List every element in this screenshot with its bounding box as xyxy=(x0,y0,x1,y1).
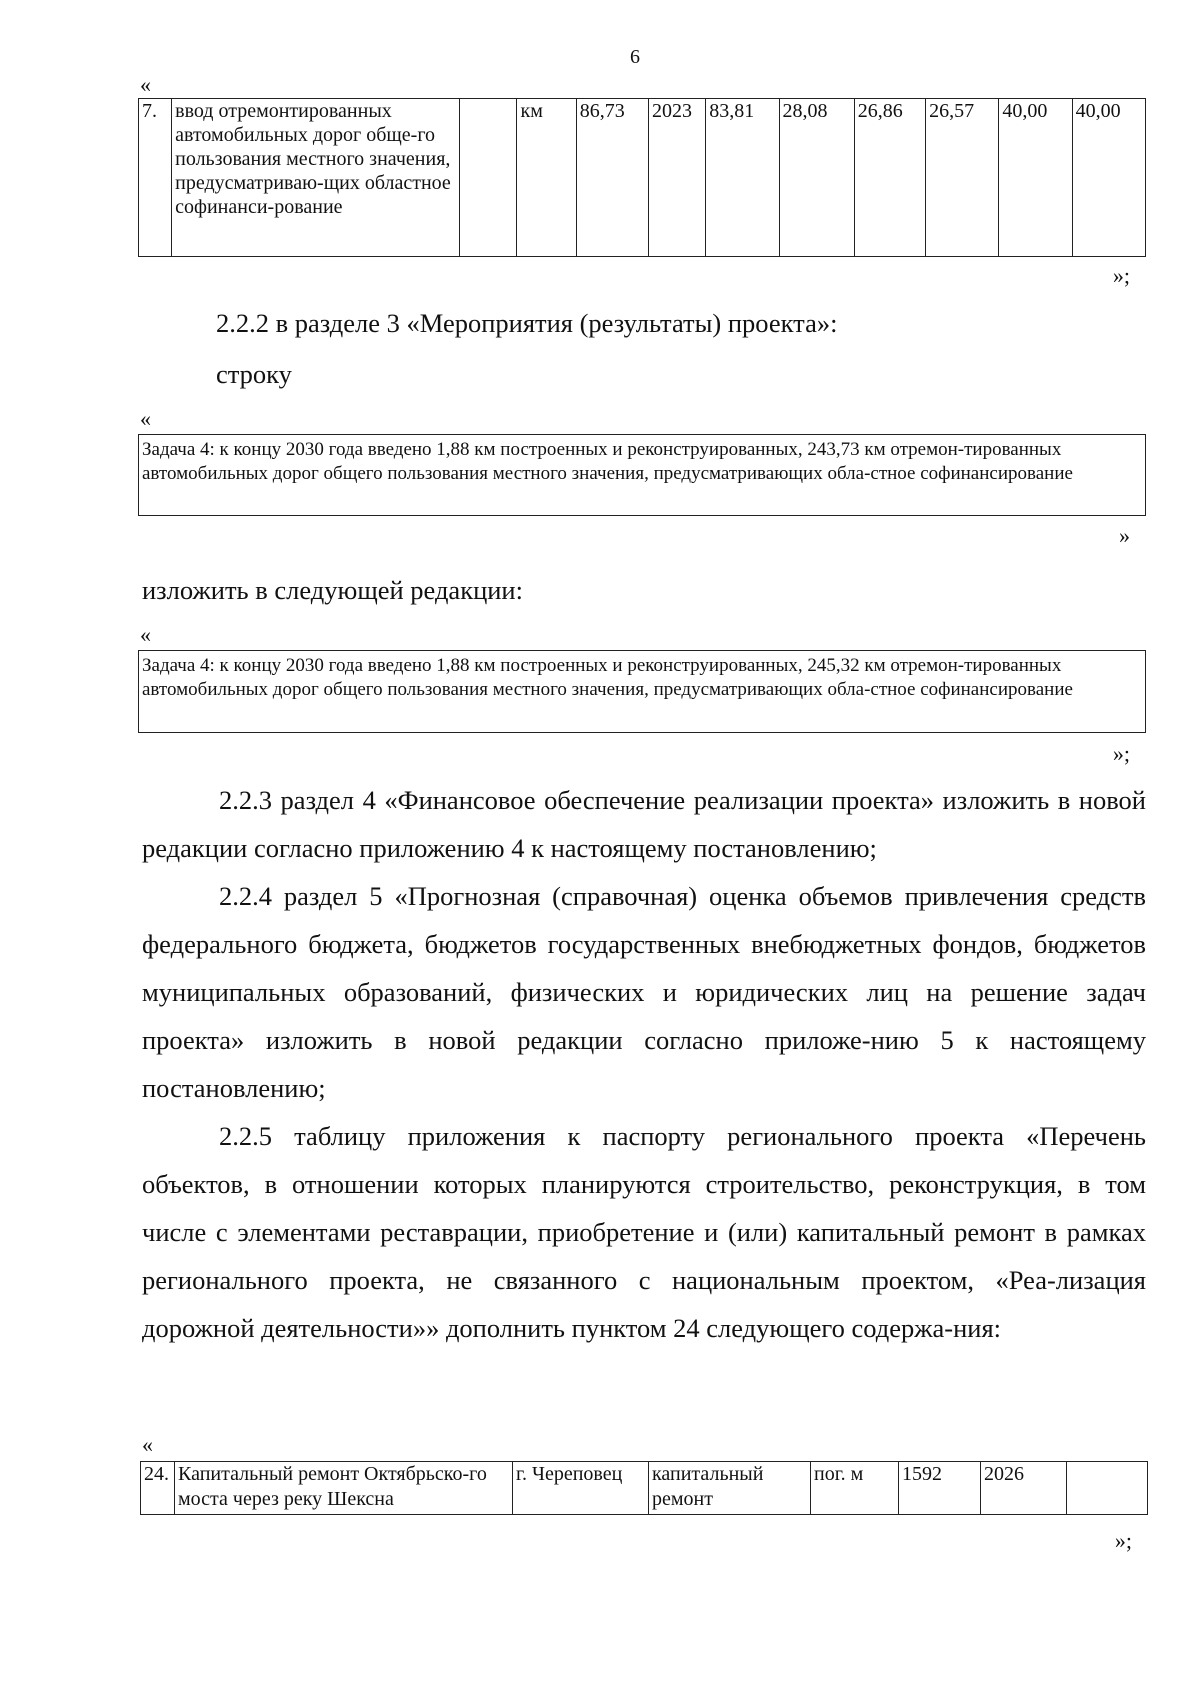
row-number: 7. xyxy=(139,99,172,257)
value-cell: 40,00 xyxy=(1072,99,1145,257)
empty-cell xyxy=(1067,1462,1148,1515)
length-cell: 1592 xyxy=(899,1462,981,1515)
quote-open-new: « xyxy=(140,622,151,647)
table-row xyxy=(139,99,1146,257)
value-cell: 28,08 xyxy=(779,99,854,257)
paragraph-2-2-4: 2.2.4 раздел 5 «Прогнозная (справочная) оценка объемов привлечения средств федерального бюджета, бюджетов государственных внебюджетных фондов, бюджетов муниципальных образований, физических и юридических лиц на решение задач проекта» изложить в новой редакции согласно приложе-нию 5 к настоящему постановлению; xyxy=(142,881,1146,1103)
value-cell: 40,00 xyxy=(999,99,1072,257)
table-row xyxy=(141,1462,1148,1515)
indicator-table xyxy=(138,98,1146,257)
paragraph-stroku: строку xyxy=(216,359,292,389)
empty-cell xyxy=(460,99,517,257)
work-type-cell: капитальный ремонт xyxy=(649,1462,811,1515)
paragraphs-block xyxy=(142,776,1146,1352)
unit-cell: км xyxy=(517,99,576,257)
quote-open-table1: « xyxy=(140,72,151,97)
quote-close-table1: »; xyxy=(1112,263,1130,288)
value-cell: 26,57 xyxy=(926,99,999,257)
quote-open-old: « xyxy=(140,406,151,431)
paragraph-2-2-5: 2.2.5 таблицу приложения к паспорту регионального проекта «Перечень объектов, в отношении которых планируются строительство, реконструкция, в том числе с элементами реставрации, приобретение и (или) капитальный ремонт в рамках регионального проекта, не связанного с национальным проектом, «Реа-лизация дорожной деятельности»» дополнить пунктом 24 следующего содержа-ния: xyxy=(142,1121,1146,1343)
value-cell: 83,81 xyxy=(706,99,779,257)
value-cell: 86,73 xyxy=(576,99,648,257)
page-number: 6 xyxy=(630,46,640,68)
object-name: Капитальный ремонт Октябрьско-го моста через реку Шексна xyxy=(175,1462,513,1515)
quote-close-new: »; xyxy=(1112,741,1130,766)
quote-open-table2: « xyxy=(142,1432,153,1457)
city-cell: г. Череповец xyxy=(513,1462,649,1515)
value-cell: 26,86 xyxy=(854,99,925,257)
row-number: 24. xyxy=(141,1462,175,1515)
indicator-name: ввод отремонтированных автомобильных дорог обще-го пользования местного значения, предусматриваю-щих областное софинанси-рование xyxy=(172,99,460,257)
objects-table xyxy=(140,1461,1148,1515)
paragraph-2-2-2: 2.2.2 в разделе 3 «Мероприятия (результаты) проекта»: xyxy=(216,308,838,338)
quote-close-table2: »; xyxy=(1114,1528,1132,1553)
unit-cell: пог. м xyxy=(811,1462,899,1515)
value-cell: 2023 xyxy=(649,99,706,257)
paragraph-izlozhit: изложить в следующей редакции: xyxy=(142,575,523,605)
year-cell: 2026 xyxy=(981,1462,1067,1515)
quote-close-old: » xyxy=(1119,523,1130,548)
task-box-new: Задача 4: к концу 2030 года введено 1,88 км построенных и реконструированных, 245,32 км отремон-тированных автомобильных дорог общего пользования местного значения, предусматривающих обла-стное софинансирование xyxy=(138,650,1146,733)
paragraph-2-2-3: 2.2.3 раздел 4 «Финансовое обеспечение реализации проекта» изложить в новой редакции согласно приложению 4 к настоящему постановлению; xyxy=(142,785,1146,863)
task-box-old: Задача 4: к концу 2030 года введено 1,88 км построенных и реконструированных, 243,73 км отремон-тированных автомобильных дорог общего пользования местного значения, предусматривающих обла-стное софинансирование xyxy=(138,434,1146,516)
